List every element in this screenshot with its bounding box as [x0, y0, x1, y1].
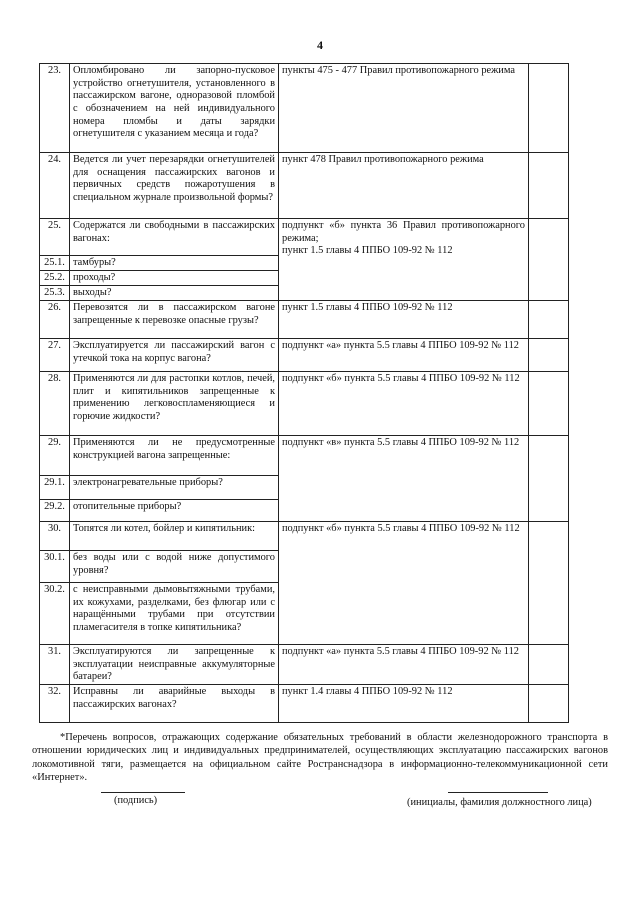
- row-number: 30.1.: [40, 551, 70, 583]
- table-row: [40, 219, 569, 256]
- row-number: 25.1.: [40, 256, 70, 271]
- table-row: [40, 301, 569, 339]
- question-text: Исправны ли аварийные выходы в пассажирских вагонах?: [70, 685, 279, 723]
- row-number: 29.: [40, 436, 70, 476]
- question-text: проходы?: [70, 271, 279, 286]
- reference-text: [279, 219, 529, 301]
- table-row: [40, 64, 569, 153]
- reference-text: подпункт «а» пункта 5.5 главы 4 ППБО 109-92 № 112: [279, 645, 529, 685]
- row-number: 28.: [40, 372, 70, 436]
- question-text: с неисправными дымовытяжными трубами, их кожухами, разделками, без флюгар или с наращёнными трубами при отсутствии пламегасителя в топке кипятильника?: [70, 583, 279, 645]
- row-number: 30.: [40, 522, 70, 551]
- answer-cell: [529, 339, 569, 372]
- reference-text: подпункт «б» пункта 5.5 главы 4 ППБО 109-92 № 112: [279, 522, 529, 645]
- answer-cell: [529, 645, 569, 685]
- question-text: Содержатся ли свободными в пассажирских вагонах:: [70, 219, 279, 256]
- answer-cell: [529, 219, 569, 301]
- question-text: Эксплуатируется ли пассажирский вагон с утечкой тока на корпус вагона?: [70, 339, 279, 372]
- table-row: [40, 372, 569, 436]
- answer-cell: [529, 436, 569, 522]
- question-text: отопительные приборы?: [70, 500, 279, 522]
- table-row: [40, 522, 569, 551]
- answer-cell: [529, 522, 569, 645]
- name-line: [448, 792, 548, 793]
- answer-cell: [529, 301, 569, 339]
- requirements-table: [39, 63, 569, 723]
- reference-part: подпункт «б» пункта 36 Правил противопожарного режима; пункт 1.5 главы 4 ППБО 109-92 № 112: [282, 220, 525, 257]
- signature-line: [101, 792, 185, 793]
- table-row: [40, 685, 569, 723]
- question-text: Опломбировано ли запорно-пусковое устройство огнетушителя, установленного в пассажирском вагоне, одноразовой пломбой с обозначением на ней индивидуального номера пломбы и даты зарядки огнетушителя с указанием месяца и года?: [70, 64, 279, 153]
- row-number: 24.: [40, 153, 70, 219]
- answer-cell: [529, 153, 569, 219]
- row-number: 27.: [40, 339, 70, 372]
- question-text: Применяются ли не предусмотренные конструкцией вагона запрещенные:: [70, 436, 279, 476]
- reference-text: подпункт «в» пункта 5.5 главы 4 ППБО 109-92 № 112: [279, 436, 529, 522]
- signature-label: (подпись): [114, 795, 158, 806]
- reference-text: подпункт «б» пункта 5.5 главы 4 ППБО 109-92 № 112: [279, 372, 529, 436]
- reference-text: пункт 1.5 главы 4 ППБО 109-92 № 112: [279, 301, 529, 339]
- answer-cell: [529, 64, 569, 153]
- question-text: Эксплуатируются ли запрещенные к эксплуатации неисправные аккумуляторные батареи?: [70, 645, 279, 685]
- table-row: [40, 339, 569, 372]
- question-text: Ведется ли учет перезарядки огнетушителей для оснащения пассажирских вагонов и первичных средств пожаротушения в специальном журнале произвольной формы?: [70, 153, 279, 219]
- row-number: 29.1.: [40, 476, 70, 500]
- table-row: [40, 153, 569, 219]
- row-number: 25.3.: [40, 286, 70, 301]
- question-text: выходы?: [70, 286, 279, 301]
- question-text: электронагревательные приборы?: [70, 476, 279, 500]
- answer-cell: [529, 372, 569, 436]
- table-row: [40, 436, 569, 476]
- row-number: 30.2.: [40, 583, 70, 645]
- page-number: 4: [317, 38, 323, 52]
- name-label: (инициалы, фамилия должностного лица): [407, 797, 592, 808]
- row-number: 25.: [40, 219, 70, 256]
- reference-text: пункт 1.4 главы 4 ППБО 109-92 № 112: [279, 685, 529, 723]
- row-number: 25.2.: [40, 271, 70, 286]
- table-row: [40, 645, 569, 685]
- row-number: 29.2.: [40, 500, 70, 522]
- question-text: Топятся ли котел, бойлер и кипятильник:: [70, 522, 279, 551]
- reference-text: подпункт «а» пункта 5.5 главы 4 ППБО 109-92 № 112: [279, 339, 529, 372]
- question-text: без воды или с водой ниже допустимого уровня?: [70, 551, 279, 583]
- reference-text: пункты 475 - 477 Правил противопожарного режима: [279, 64, 529, 153]
- footnote: *Перечень вопросов, отражающих содержание обязательных требований в области железнодорожного транспорта в отношении юридических лиц и индивидуальных предпринимателей, осуществляющих эксплуатацию пассажирских вагонов локомотивной тяги, размещается на официальном сайте Ространснадзора в информационно-телекоммуникационной сети «Интернет».: [32, 732, 608, 783]
- row-number: 23.: [40, 64, 70, 153]
- reference-text: пункт 478 Правил противопожарного режима: [279, 153, 529, 219]
- answer-cell: [529, 685, 569, 723]
- row-number: 32.: [40, 685, 70, 723]
- row-number: 31.: [40, 645, 70, 685]
- row-number: 26.: [40, 301, 70, 339]
- question-text: Перевозятся ли в пассажирском вагоне запрещенные к перевозке опасные грузы?: [70, 301, 279, 339]
- question-text: Применяются ли для растопки котлов, печей, плит и кипятильников запрещенные к применению легковоспламеняющиеся и горючие жидкости?: [70, 372, 279, 436]
- question-text: тамбуры?: [70, 256, 279, 271]
